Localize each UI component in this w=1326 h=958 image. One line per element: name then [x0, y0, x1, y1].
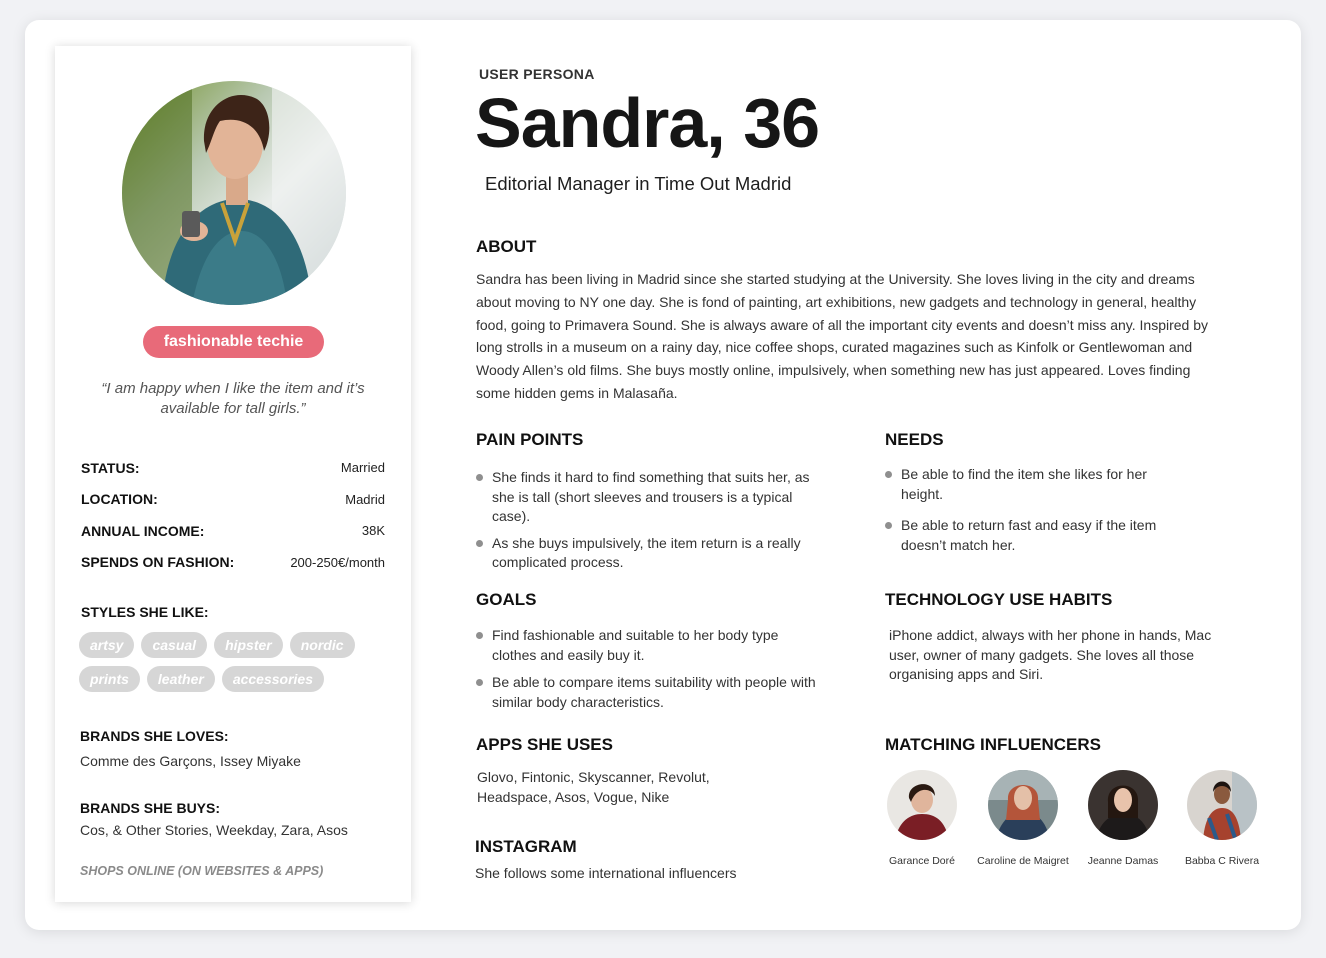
list-item: As she buys impulsively, the item return is a really complicated process. — [476, 534, 811, 573]
persona-photo — [122, 81, 346, 305]
influencer-photo — [988, 770, 1058, 840]
influencer-card — [973, 770, 1073, 867]
influencer-name: Babba C Rivera — [1184, 855, 1260, 867]
about-text: Sandra has been living in Madrid since she started studying at the University. She loves living in the city and dreams about moving to NY one day. She is fond of painting, art exhibitions, new gadgets and technology in general, healthy food, going to Primavera Sound. She is always aware of all the important city events and doesn’t miss any. Inspired by long strolls in a museum on a rainy day, nice coffee shops, curated magazines such as Kinfolk or Gentlewoman and Woody Allen’s old films. She buys mostly online, impulsively, when something new has just appeared. Loves finding some hidden gems in Malasaña. — [476, 271, 1209, 401]
style-tag: leather — [147, 666, 215, 692]
stat-label: SPENDS ON FASHION: — [81, 554, 235, 571]
goals-title: GOALS — [476, 590, 537, 609]
persona-tag-badge: fashionable techie — [143, 326, 324, 358]
list-item: Find fashionable and suitable to her body type clothes and easily buy it. — [476, 626, 821, 665]
influencer-name: Caroline de Maigret — [977, 855, 1069, 867]
goals-list — [476, 626, 821, 712]
brands-buys-title: BRANDS SHE BUYS: — [80, 800, 221, 816]
stat-income — [81, 515, 385, 547]
apps-text: Glovo, Fintonic, Skyscanner, Revolut, Headspace, Asos, Vogue, Nike — [477, 769, 710, 805]
list-item: Be able to compare items suitability with people with similar body characteristics. — [476, 673, 821, 712]
style-tag: artsy — [79, 632, 134, 658]
brands-buys-text: Cos, & Other Stories, Weekday, Zara, Asos — [80, 822, 348, 838]
influencers-title: MATCHING INFLUENCERS — [885, 735, 1101, 754]
styles-title: STYLES SHE LIKE: — [81, 604, 209, 620]
style-tag: prints — [79, 666, 140, 692]
style-tags — [79, 632, 399, 700]
list-item: Be able to find the item she likes for her height. — [885, 465, 1185, 504]
style-tag: nordic — [290, 632, 355, 658]
list-item: Be able to return fast and easy if the item doesn’t match her. — [885, 516, 1185, 555]
influencer-photo — [1088, 770, 1158, 840]
influencer-name: Jeanne Damas — [1087, 855, 1159, 867]
brands-loves-title: BRANDS SHE LOVES: — [80, 728, 229, 744]
stat-status — [81, 452, 385, 484]
needs-title: NEEDS — [885, 430, 944, 449]
apps-title: APPS SHE USES — [476, 735, 613, 754]
profile-panel — [55, 46, 411, 902]
tech-habits-text: iPhone addict, always with her phone in hands, Mac user, owner of many gadgets. She loves all those organising apps and Siri. — [889, 627, 1212, 682]
persona-quote: “I am happy when I like the item and it’s available for tall girls.” — [101, 380, 365, 417]
influencer-name: Garance Doré — [889, 855, 955, 867]
style-tag: hipster — [214, 632, 283, 658]
instagram-text: She follows some international influencers — [475, 865, 737, 881]
shops-online-note: SHOPS ONLINE (ON WEBSITES & APPS) — [80, 864, 324, 878]
brands-loves-text: Comme des Garçons, Issey Miyake — [80, 753, 301, 769]
pain-points-list — [476, 468, 811, 573]
stat-value: 200-250€/month — [290, 554, 385, 570]
stat-value: Married — [340, 460, 385, 476]
list-item: She finds it hard to find something that suits her, as she is tall (short sleeves and trousers is a typical case). — [476, 468, 811, 527]
persona-name: Sandra, 36 — [475, 84, 820, 162]
stat-value: 38K — [361, 523, 385, 539]
influencer-photo — [1187, 770, 1257, 840]
tech-habits-title: TECHNOLOGY USE HABITS — [885, 590, 1113, 609]
influencer-photo — [887, 770, 957, 840]
stat-value: Madrid — [345, 491, 385, 507]
stat-label: ANNUAL INCOME: — [81, 522, 205, 539]
stats-list — [81, 452, 385, 578]
persona-role: Editorial Manager in Time Out Madrid — [485, 173, 792, 194]
pain-points-title: PAIN POINTS — [476, 430, 584, 449]
influencer-card — [872, 770, 972, 867]
stat-fashion-spend — [81, 547, 385, 579]
stat-label: LOCATION: — [81, 491, 158, 508]
persona-label: USER PERSONA — [479, 66, 595, 82]
style-tag: accessories — [222, 666, 324, 692]
instagram-title: INSTAGRAM — [475, 837, 577, 856]
needs-list — [885, 465, 1185, 555]
style-tag: casual — [141, 632, 207, 658]
stat-label: STATUS: — [81, 459, 140, 476]
stat-location — [81, 484, 385, 516]
influencer-card — [1172, 770, 1272, 867]
about-title: ABOUT — [476, 237, 537, 256]
influencer-card — [1073, 770, 1173, 867]
